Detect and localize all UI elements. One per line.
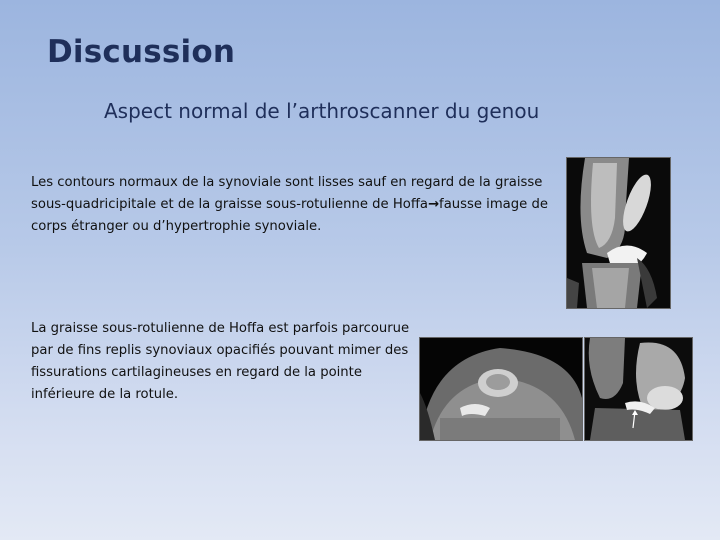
paragraph-hoffa-fat: La graisse sous-rotulienne de Hoffa est parfois parcourue par de fins replis synoviaux opacifiés pouvant mimer des fissurations cartilagineuses en regard de la pointe inférieure de la rotule. — [31, 321, 410, 402]
axial-knee-ct-image — [419, 337, 583, 441]
slide-subtitle: Aspect normal de l’arthroscanner du genou — [104, 99, 540, 123]
sagittal-knee-ct-image — [584, 337, 693, 441]
paragraph-1-text-end: fausse image de corps étranger ou d’hypertrophie synoviale. — [31, 197, 548, 234]
paragraph-1-text-start: Les contours normaux de la synoviale sont lisses sauf en regard de la graisse sous-quadricipitale et de la graisse sous-rotulienne de Hoffa — [31, 175, 543, 212]
paragraph-synovial-contours — [31, 172, 551, 238]
slide-title: Discussion — [47, 34, 236, 70]
sagittal-knee-radiograph-image — [566, 157, 671, 309]
right-arrow-icon: → — [427, 197, 440, 212]
